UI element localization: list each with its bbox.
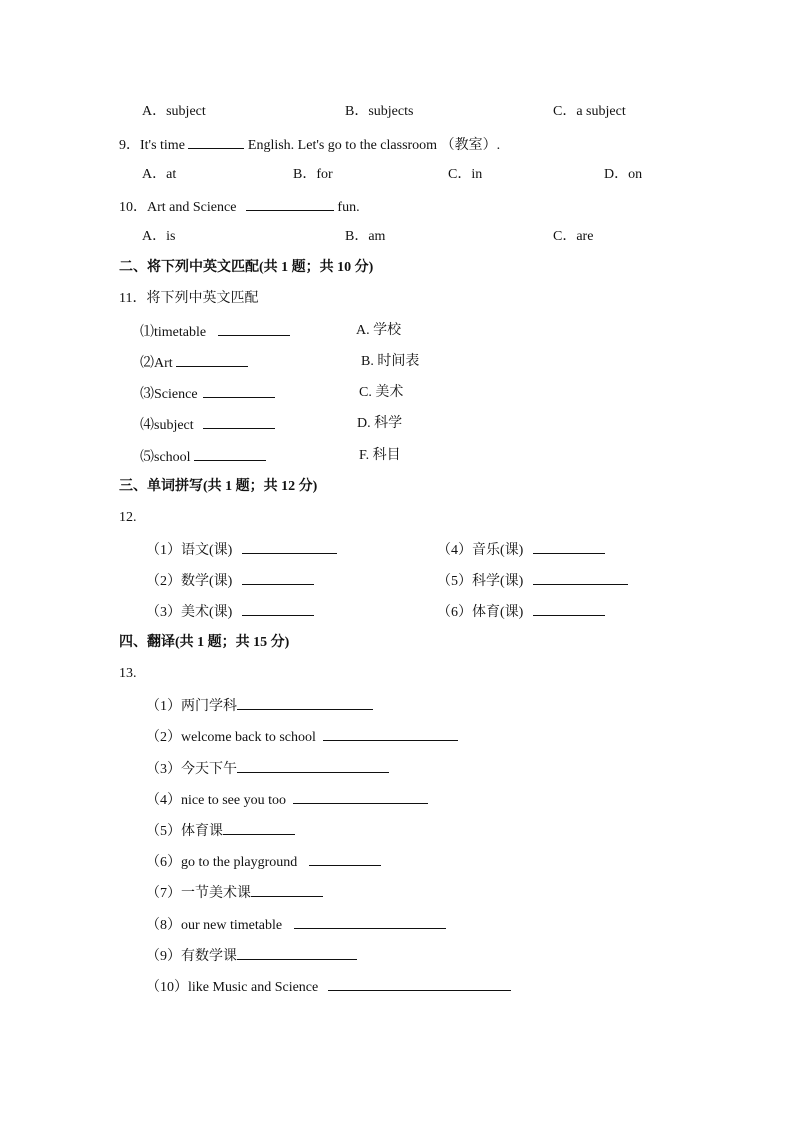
q10-option-b: B．am (345, 229, 386, 244)
q9-option-c: C．in (448, 167, 483, 182)
q9-text-after: English. Let's go to the classroom （教室）. (247, 138, 501, 153)
spell-item-3-label: （3）美术(课) (146, 605, 233, 620)
q11-stem: 11．将下列中英文匹配 (119, 291, 259, 306)
translate-item-8 (146, 914, 446, 936)
match-right-5: F. 科目 (359, 448, 401, 463)
translate-blank-4[interactable] (293, 789, 428, 804)
translate-item-7 (146, 882, 323, 904)
q9-option-b: B．for (293, 167, 333, 182)
q10-answer-blank[interactable] (246, 196, 334, 211)
q10-stem (119, 196, 360, 218)
translate-blank-9[interactable] (237, 945, 357, 960)
translate-item-9-label: （9）有数学课 (146, 949, 237, 964)
spell-item-1-label: （1）语文(课) (146, 543, 233, 558)
q8-option-b: B．subjects (345, 104, 414, 119)
q9-answer-blank[interactable] (188, 134, 244, 149)
match-left-2-label: ⑵Art (140, 356, 173, 371)
spell-item-6-label: （6）体育(课) (437, 605, 524, 620)
q12-stem: 12. (119, 510, 137, 525)
spell-item-4-label: （4）音乐(课) (437, 543, 524, 558)
match-right-2: B. 时间表 (361, 354, 420, 369)
match-blank-3[interactable] (203, 383, 275, 398)
translate-blank-3[interactable] (237, 758, 389, 773)
translate-item-6 (146, 851, 381, 873)
q10-text-before: 10．Art and Science (119, 200, 237, 215)
translate-item-9 (146, 945, 357, 967)
section2-heading: 二、将下列中英文匹配(共 1 题；共 10 分) (119, 260, 374, 275)
q9-text-before: 9．It's time (119, 138, 185, 153)
spell-item-2 (146, 570, 314, 592)
q9-option-a: A．at (142, 167, 177, 182)
spell-item-1 (146, 539, 337, 561)
translate-blank-2[interactable] (323, 726, 458, 741)
spell-blank-6[interactable] (533, 601, 605, 616)
spell-item-2-label: （2）数学(课) (146, 574, 233, 589)
translate-blank-1[interactable] (237, 695, 373, 710)
match-blank-1[interactable] (218, 321, 290, 336)
translate-item-2 (146, 726, 458, 748)
translate-item-7-label: （7）一节美术课 (146, 886, 251, 901)
spell-item-3 (146, 601, 314, 623)
translate-blank-6[interactable] (309, 851, 381, 866)
q9-option-d: D．on (604, 167, 643, 182)
match-right-4: D. 科学 (357, 416, 403, 431)
spell-blank-5[interactable] (533, 570, 628, 585)
q8-option-a: A．subject (142, 104, 206, 119)
match-left-5-label: ⑸school (140, 450, 191, 465)
translate-blank-8[interactable] (294, 914, 446, 929)
match-right-3: C. 美术 (359, 385, 404, 400)
spell-item-5-label: （5）科学(课) (437, 574, 524, 589)
translate-item-4 (146, 789, 428, 811)
spell-item-4 (437, 539, 605, 561)
translate-item-5 (146, 820, 295, 842)
translate-blank-5[interactable] (223, 820, 295, 835)
translate-item-2-label: （2）welcome back to school (146, 730, 316, 745)
q10-option-c: C．are (553, 229, 594, 244)
match-blank-2[interactable] (176, 352, 248, 367)
translate-item-10 (146, 976, 511, 998)
section3-heading: 三、单词拼写(共 1 题；共 12 分) (119, 479, 318, 494)
q8-option-c: C．a subject (553, 104, 626, 119)
translate-item-4-label: （4）nice to see you too (146, 793, 286, 808)
spell-blank-2[interactable] (242, 570, 314, 585)
spell-blank-4[interactable] (533, 539, 605, 554)
match-left-2 (140, 352, 248, 374)
q10-text-after: fun. (337, 200, 360, 215)
match-left-5 (140, 446, 266, 468)
translate-item-6-label: （6）go to the playground (146, 855, 298, 870)
match-left-1 (140, 321, 290, 343)
spell-blank-3[interactable] (242, 601, 314, 616)
spell-blank-1[interactable] (242, 539, 337, 554)
translate-blank-7[interactable] (251, 882, 323, 897)
match-left-4 (140, 414, 275, 436)
q13-stem: 13. (119, 666, 137, 681)
translate-item-10-label: （10）like Music and Science (146, 980, 319, 995)
match-right-1: A. 学校 (356, 323, 402, 338)
match-blank-4[interactable] (203, 414, 275, 429)
spell-item-5 (437, 570, 628, 592)
match-left-3-label: ⑶Science (140, 387, 198, 402)
q10-option-a: A．is (142, 229, 176, 244)
translate-item-3 (146, 758, 389, 780)
translate-item-5-label: （5）体育课 (146, 824, 223, 839)
translate-item-1 (146, 695, 373, 717)
match-left-4-label: ⑷subject (140, 418, 194, 433)
section4-heading: 四、翻译(共 1 题；共 15 分) (119, 635, 290, 650)
match-left-1-label: ⑴timetable (140, 325, 207, 340)
translate-item-3-label: （3）今天下午 (146, 762, 237, 777)
translate-item-8-label: （8）our new timetable (146, 918, 283, 933)
match-blank-5[interactable] (194, 446, 266, 461)
translate-item-1-label: （1）两门学科 (146, 699, 237, 714)
translate-blank-10[interactable] (328, 976, 511, 991)
q9-stem (119, 134, 500, 156)
spell-item-6 (437, 601, 605, 623)
match-left-3 (140, 383, 275, 405)
